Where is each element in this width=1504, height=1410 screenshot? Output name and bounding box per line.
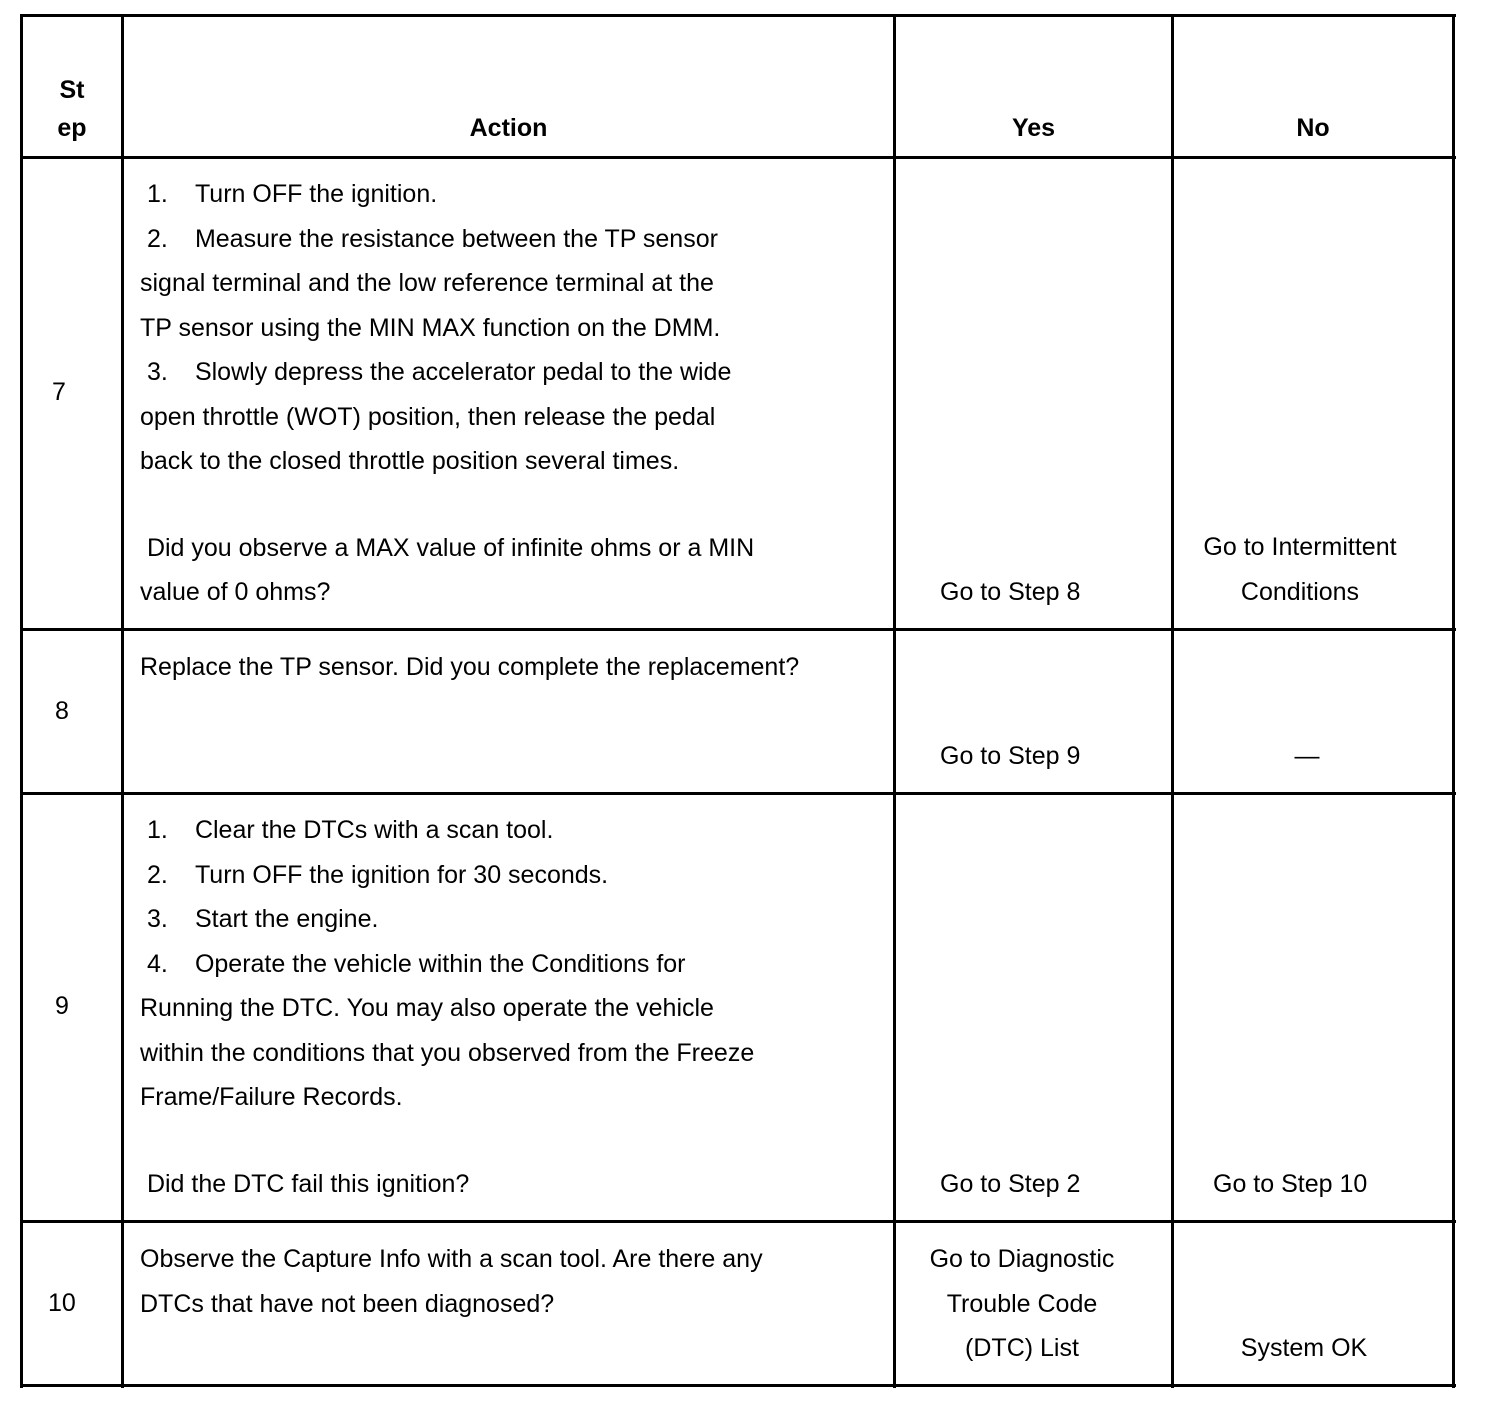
- spacer: [140, 484, 754, 526]
- no-step-10: System OK: [1240, 1334, 1368, 1362]
- action-step-9: [140, 808, 754, 1206]
- step-number-7: 7: [52, 378, 66, 406]
- header-step-line1: St: [59, 76, 85, 104]
- header-no: No: [1296, 114, 1330, 142]
- list-item: 4. Operate the vehicle within the Conditions for: [146, 949, 686, 978]
- header-action: Action: [469, 114, 548, 142]
- no-step-9: Go to Step 10: [1213, 1170, 1368, 1198]
- column-divider-yes-no: [1171, 14, 1174, 1388]
- step-number-9: 9: [55, 992, 69, 1020]
- header-step-line2: ep: [57, 114, 87, 142]
- list-item: 2. Measure the resistance between the TP sensor: [146, 224, 718, 253]
- no-step-8: —: [1294, 742, 1320, 770]
- table-border-left: [20, 14, 23, 1388]
- row-divider-header: [20, 156, 1456, 159]
- spacer: [140, 1120, 754, 1162]
- action-step-10: Observe the Capture Info with a scan tool. Are there any DTCs that have not been diagnosed?: [140, 1245, 763, 1318]
- table-border-right: [1452, 14, 1455, 1388]
- action-question-continued: value of 0 ohms?: [140, 578, 331, 606]
- yes-step-10: Go to Diagnostic Trouble Code (DTC) List: [929, 1245, 1115, 1362]
- header-step: [23, 71, 121, 147]
- list-item: 1. Turn OFF the ignition.: [146, 180, 438, 208]
- table-border-top: [20, 14, 1456, 17]
- list-item: 3. Slowly depress the accelerator pedal to the wide: [146, 358, 732, 386]
- list-item-continued: within the conditions that you observed from the Freeze: [140, 1038, 755, 1067]
- yes-step-8: Go to Step 9: [940, 742, 1081, 770]
- list-item: 3. Start the engine.: [146, 905, 379, 933]
- header-yes: Yes: [1011, 114, 1056, 142]
- row-divider-9: [20, 1220, 1456, 1223]
- row-divider-8: [20, 792, 1456, 795]
- column-divider-step-action: [121, 14, 124, 1388]
- step-number-8: 8: [55, 697, 69, 725]
- list-item-continued: Frame/Failure Records.: [140, 1083, 403, 1111]
- action-question: Did you observe a MAX value of infinite ohms or a MIN: [140, 533, 755, 562]
- list-item-continued: back to the closed throttle position several times.: [140, 447, 680, 475]
- step-number-10: 10: [48, 1289, 76, 1317]
- yes-step-9: Go to Step 2: [940, 1170, 1081, 1198]
- list-item: 2. Turn OFF the ignition for 30 seconds.: [146, 860, 609, 889]
- list-item-continued: TP sensor using the MIN MAX function on the DMM.: [140, 313, 721, 342]
- list-item-continued: open throttle (WOT) position, then release the pedal: [140, 402, 716, 431]
- column-divider-action-yes: [893, 14, 896, 1388]
- row-divider-7: [20, 628, 1456, 631]
- list-item-continued: signal terminal and the low reference terminal at the: [140, 269, 714, 297]
- action-step-8: Replace the TP sensor. Did you complete the replacement?: [140, 653, 800, 681]
- list-item-continued: Running the DTC. You may also operate the vehicle: [140, 994, 714, 1022]
- no-step-7: Go to Intermittent Conditions: [1203, 533, 1397, 606]
- list-item: 1. Clear the DTCs with a scan tool.: [146, 816, 554, 844]
- table-border-bottom: [20, 1384, 1456, 1387]
- action-question: Did the DTC fail this ignition?: [140, 1169, 470, 1198]
- action-step-7: [140, 172, 754, 615]
- yes-step-7: Go to Step 8: [940, 578, 1081, 606]
